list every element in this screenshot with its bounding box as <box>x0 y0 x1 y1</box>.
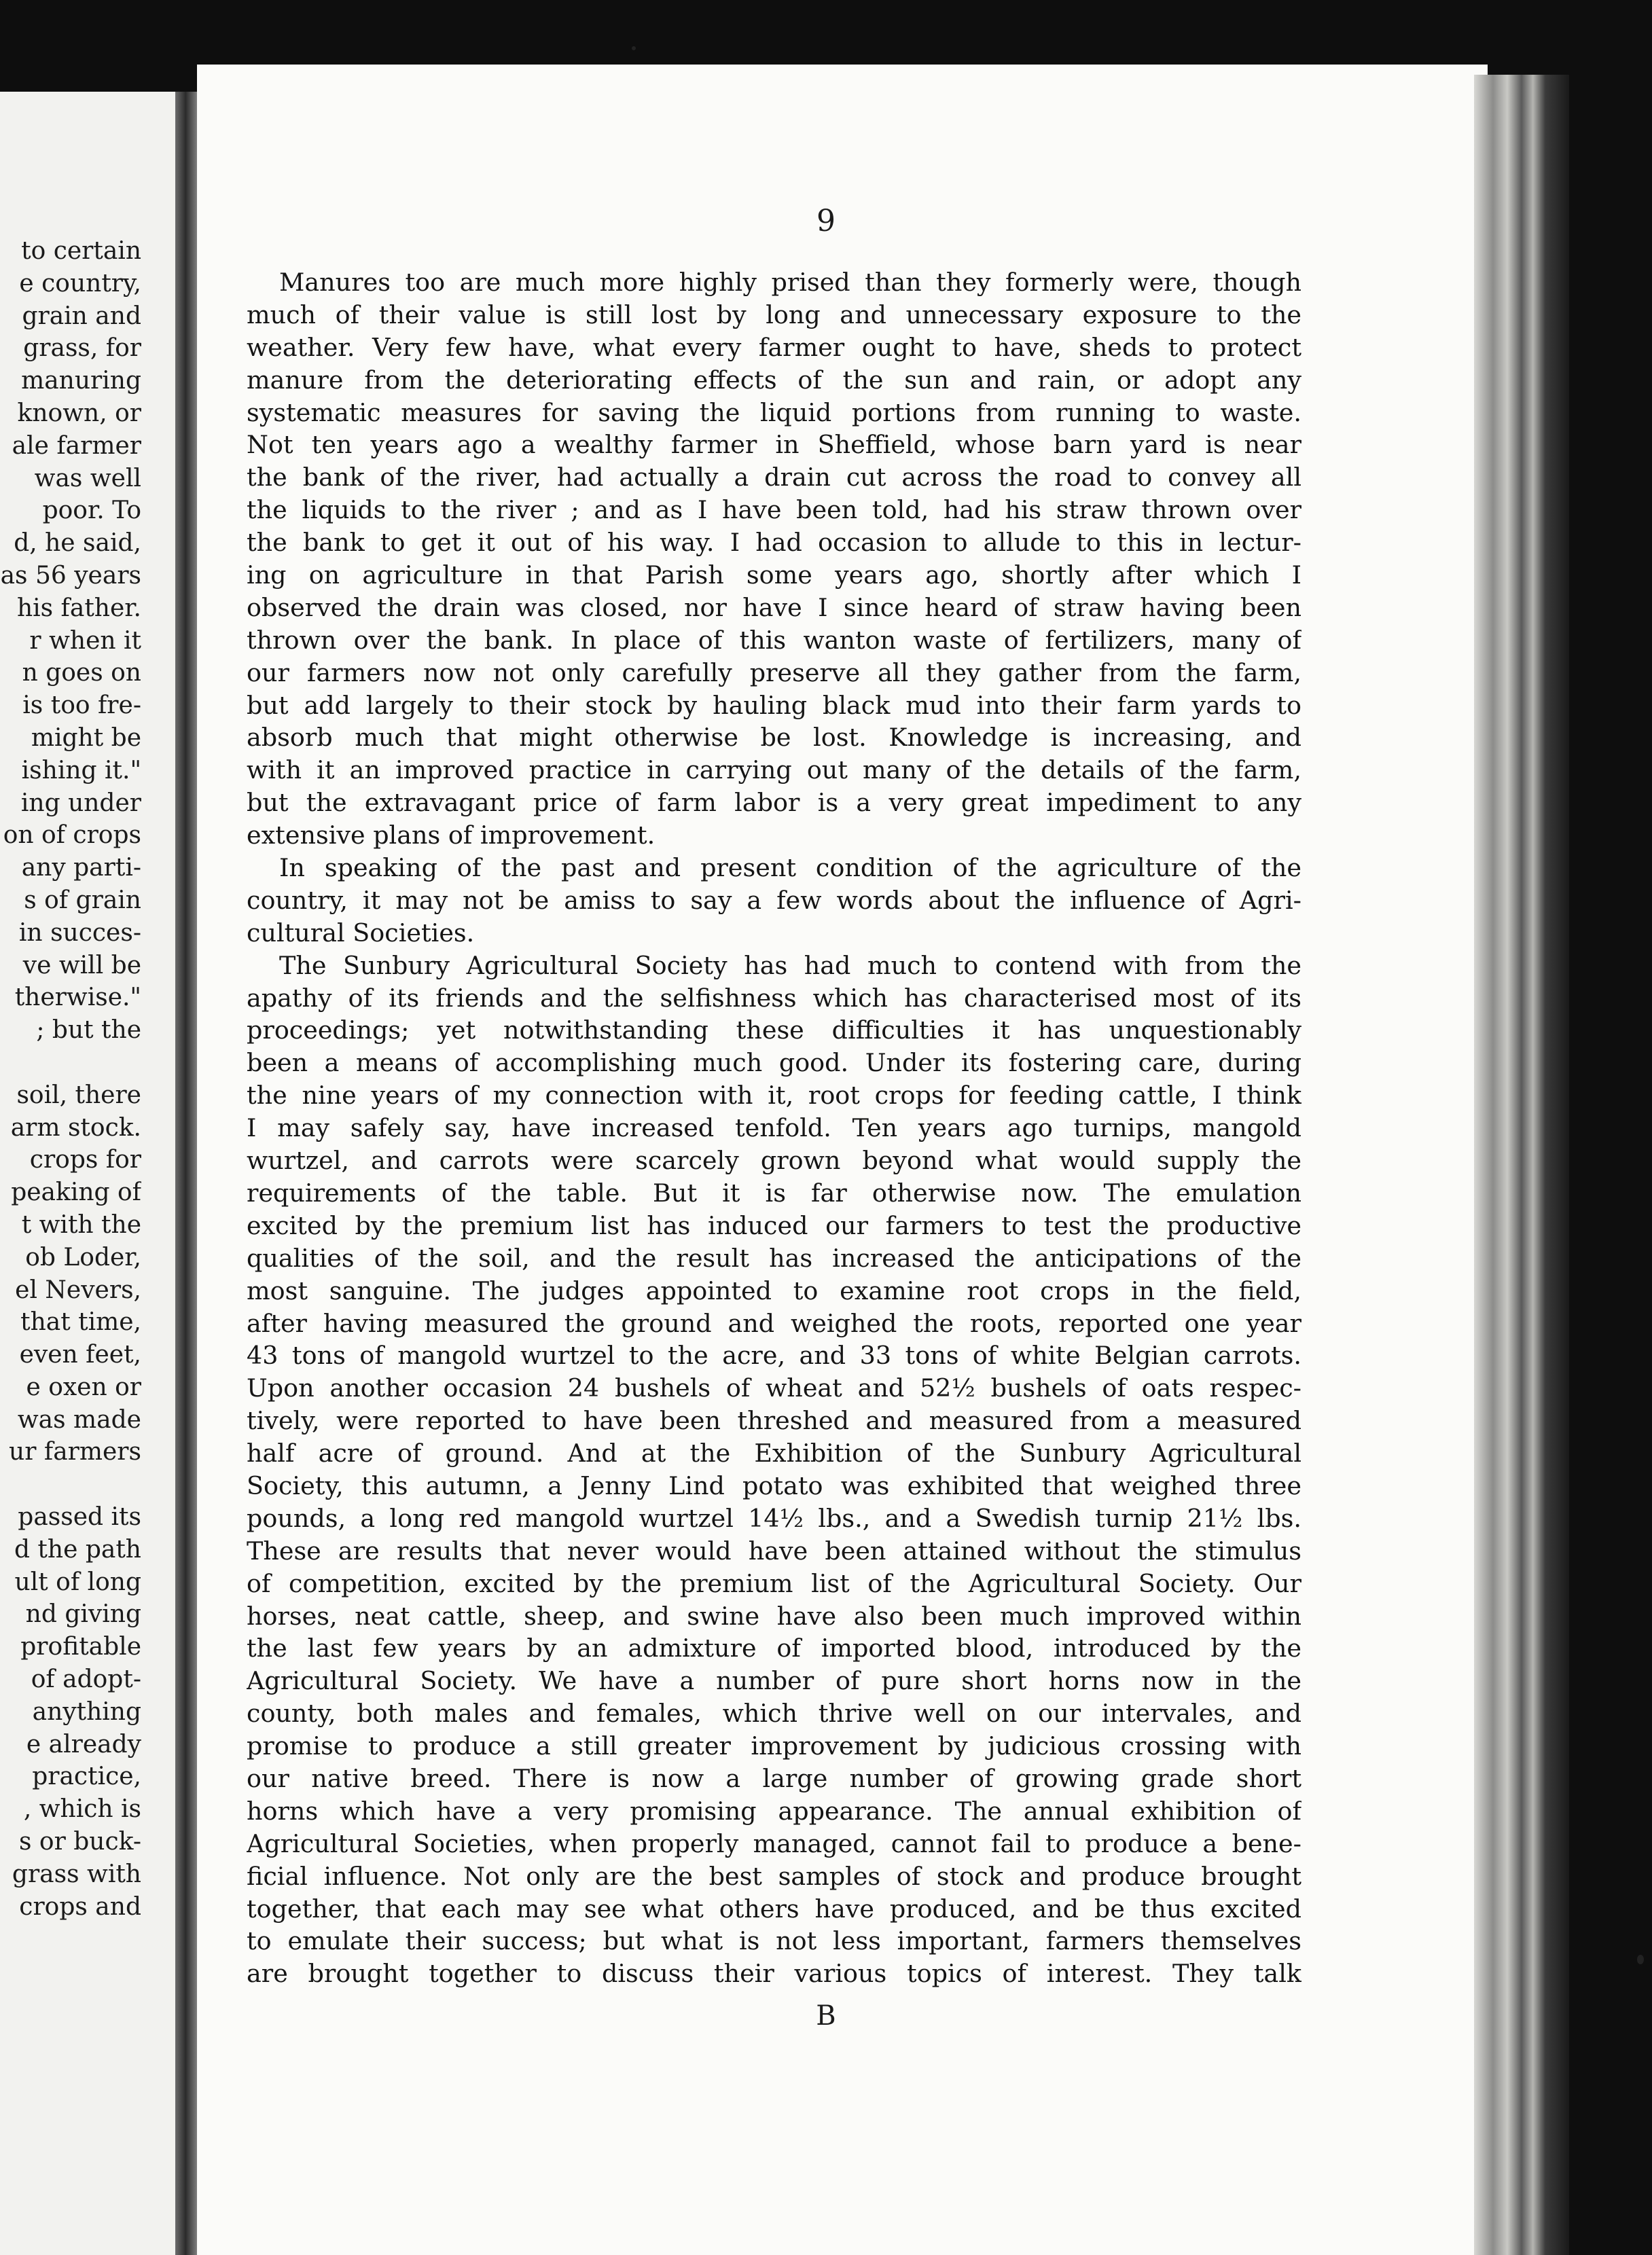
left-page-line: ; but the <box>36 1016 141 1045</box>
left-page-line: s or buck- <box>19 1828 141 1856</box>
text-line: of competition, excited by the premium list of the Agricultural Society. Our <box>247 1568 1301 1598</box>
text-line: weather. Very few have, what every farmer ought to have, sheds to protect <box>247 332 1301 362</box>
left-page-line: ult of long <box>14 1568 141 1596</box>
left-page-line <box>0 1047 141 1079</box>
speck <box>632 46 636 50</box>
left-page-line: in succes- <box>18 918 141 947</box>
left-page-line: anything <box>32 1697 141 1726</box>
text-line: qualities of the soil, and the result has increased the anticipations of the <box>247 1243 1301 1273</box>
text-line: to emulate their success; but what is not less important, farmers themselves <box>247 1926 1301 1956</box>
left-page-line: even feet, <box>19 1341 141 1369</box>
text-line: county, both males and females, which thrive well on our intervales, and <box>247 1699 1301 1729</box>
left-page-line: d, he said, <box>14 529 141 558</box>
left-page-line: crops for <box>29 1146 141 1174</box>
left-page-line: , which is <box>23 1795 141 1824</box>
text-line: after having measured the ground and weighed the roots, reported one year <box>247 1308 1301 1338</box>
text-line: Society, this autumn, a Jenny Lind potato was exhibited that weighed three <box>247 1471 1301 1500</box>
left-page-line: e oxen or <box>26 1373 141 1401</box>
left-page-line: that time, <box>20 1308 141 1337</box>
left-page-line: r when it <box>29 626 141 655</box>
left-page-line: n goes on <box>22 659 141 687</box>
text-line: proceedings; yet notwithstanding these difficulties it has unquestionably <box>247 1015 1301 1045</box>
text-line: Upon another occasion 24 bushels of wheat and 52½ bushels of oats respec- <box>247 1373 1301 1403</box>
text-line: the bank of the river, had actually a drain cut across the road to convey all <box>247 463 1301 492</box>
text-line: are brought together to discuss their various topics of interest. They talk <box>247 1959 1301 1989</box>
text-line: country, it may not be amiss to say a few words about the influence of Agri- <box>247 885 1301 915</box>
page-edges <box>1474 75 1569 2255</box>
left-page-line: was made <box>17 1405 141 1434</box>
text-line: absorb much that might otherwise be lost. Knowledge is increasing, and <box>247 723 1301 753</box>
left-page-line: ob Loder, <box>25 1243 141 1271</box>
left-page-line: passed its <box>18 1503 141 1532</box>
left-page-line: nd giving <box>25 1600 141 1629</box>
left-page-line: d the path <box>14 1535 141 1564</box>
text-line: but the extravagant price of farm labor is a very great impediment to any <box>247 788 1301 818</box>
left-page-line: therwise." <box>14 984 141 1012</box>
text-line: Agricultural Society. We have a number of pure short horns now in the <box>247 1666 1301 1696</box>
text-line: excited by the premium list has induced our farmers to test the productive <box>247 1210 1301 1240</box>
left-page-line: poor. To <box>42 497 141 525</box>
left-page-line: manuring <box>21 367 141 395</box>
text-line: requirements of the table. But it is far otherwise now. The emulation <box>247 1178 1301 1208</box>
left-page-line: ing under <box>20 789 141 817</box>
text-line: promise to produce a still greater improvement by judicious crossing with <box>247 1731 1301 1761</box>
text-line: 43 tons of mangold wurtzel to the acre, and 33 tons of white Belgian carrots. <box>247 1341 1301 1371</box>
text-line: the bank to get it out of his way. I had occasion to allude to this in lectur- <box>247 528 1301 558</box>
left-page-line: el Nevers, <box>15 1276 141 1304</box>
text-line: The Sunbury Agricultural Society has had much to contend with from the <box>279 950 1301 980</box>
text-line: our native breed. There is now a large number of growing grade short <box>247 1763 1301 1793</box>
text-line: thrown over the bank. In place of this wanton waste of fertilizers, many of <box>247 625 1301 655</box>
left-page-line: might be <box>31 723 141 752</box>
signature-mark: B <box>816 2000 836 2032</box>
text-line: systematic measures for saving the liquid portions from running to waste. <box>247 397 1301 427</box>
left-page-line: grain and <box>22 302 141 330</box>
left-page-line: arm stock. <box>10 1113 141 1142</box>
text-line: Not ten years ago a wealthy farmer in Sheffield, whose barn yard is near <box>247 430 1301 460</box>
left-page-text <box>0 235 141 1923</box>
text-line: cultural Societies. <box>247 918 475 948</box>
left-page-line: soil, there <box>16 1081 141 1109</box>
left-page-line: ishing it." <box>21 756 141 784</box>
left-page-line: crops and <box>19 1892 141 1921</box>
text-line: tively, were reported to have been threshed and measured from a measured <box>247 1406 1301 1436</box>
left-page-line: profitable <box>20 1633 141 1661</box>
left-page-line: grass with <box>12 1860 141 1888</box>
text-line: ficial influence. Not only are the best samples of stock and produce brought <box>247 1861 1301 1891</box>
left-page-line: e already <box>26 1730 141 1758</box>
left-page-line: s of grain <box>24 886 141 914</box>
left-page-line: is too fre- <box>22 691 141 720</box>
text-line: Agricultural Societies, when properly managed, cannot fail to produce a bene- <box>247 1828 1301 1858</box>
left-page-line: grass, for <box>23 334 141 363</box>
left-page-line: ve will be <box>22 951 141 979</box>
left-page-line: his father. <box>16 594 141 622</box>
left-page-line: peaking of <box>11 1178 141 1207</box>
text-line: but add largely to their stock by hauling black mud into their farm yards to <box>247 690 1301 720</box>
left-page-line: ur farmers <box>9 1438 141 1466</box>
left-page-line: was well <box>34 464 141 492</box>
left-page-line: t with the <box>21 1210 141 1239</box>
speck <box>1637 1955 1644 1964</box>
left-page-line <box>0 1468 141 1501</box>
left-page-line: ale farmer <box>12 431 141 460</box>
left-page-line: any parti- <box>21 854 141 882</box>
text-line: In speaking of the past and present condition of the agriculture of the <box>279 853 1301 883</box>
text-line: our farmers now not only carefully preserve all they gather from the farm, <box>247 657 1301 687</box>
left-page-line: of adopt- <box>31 1665 141 1694</box>
text-line: extensive plans of improvement. <box>247 820 656 850</box>
text-line: half acre of ground. And at the Exhibition of the Sunbury Agricultural <box>247 1439 1301 1468</box>
text-line: These are results that never would have been attained without the stimulus <box>247 1536 1301 1566</box>
left-page-line: as 56 years <box>0 561 141 590</box>
text-line: horns which have a very promising appearance. The annual exhibition of <box>247 1796 1301 1826</box>
book-gutter <box>175 92 198 2255</box>
text-line: the nine years of my connection with it, root crops for feeding cattle, I think <box>247 1081 1301 1111</box>
left-page-line: to certain <box>21 237 141 265</box>
body-text <box>247 266 1301 1990</box>
text-line: pounds, a long red mangold wurtzel 14½ lbs., and a Swedish turnip 21½ lbs. <box>247 1503 1301 1533</box>
text-line: horses, neat cattle, sheep, and swine have also been much improved within <box>247 1601 1301 1631</box>
text-line: the last few years by an admixture of imported blood, introduced by the <box>247 1634 1301 1663</box>
text-line: ing on agriculture in that Parish some years ago, shortly after which I <box>247 560 1301 590</box>
text-line: been a means of accomplishing much good. Under its fostering care, during <box>247 1048 1301 1078</box>
text-line: observed the drain was closed, nor have I since heard of straw having been <box>247 592 1301 622</box>
page-number: 9 <box>816 204 836 238</box>
text-line: I may safely say, have increased tenfold. Ten years ago turnips, mangold <box>247 1113 1301 1143</box>
text-line: together, that each may see what others have produced, and be thus excited <box>247 1894 1301 1924</box>
left-page-line: e country, <box>19 269 141 297</box>
text-line: manure from the deteriorating effects of the sun and rain, or adopt any <box>247 365 1301 395</box>
text-line: with it an improved practice in carrying out many of the details of the farm, <box>247 755 1301 785</box>
text-line: wurtzel, and carrots were scarcely grown beyond what would supply the <box>247 1146 1301 1176</box>
text-line: the liquids to the river ; and as I have been told, had his straw thrown over <box>247 495 1301 525</box>
left-page-line: on of crops <box>3 821 141 850</box>
text-line: Manures too are much more highly prised than they formerly were, though <box>279 268 1301 297</box>
text-line: apathy of its friends and the selfishness which has characterised most of its <box>247 983 1301 1013</box>
left-page-line: practice, <box>32 1763 141 1791</box>
text-line: most sanguine. The judges appointed to examine root crops in the field, <box>247 1276 1301 1305</box>
left-page-line: known, or <box>17 399 141 427</box>
text-line: much of their value is still lost by long and unnecessary exposure to the <box>247 300 1301 329</box>
